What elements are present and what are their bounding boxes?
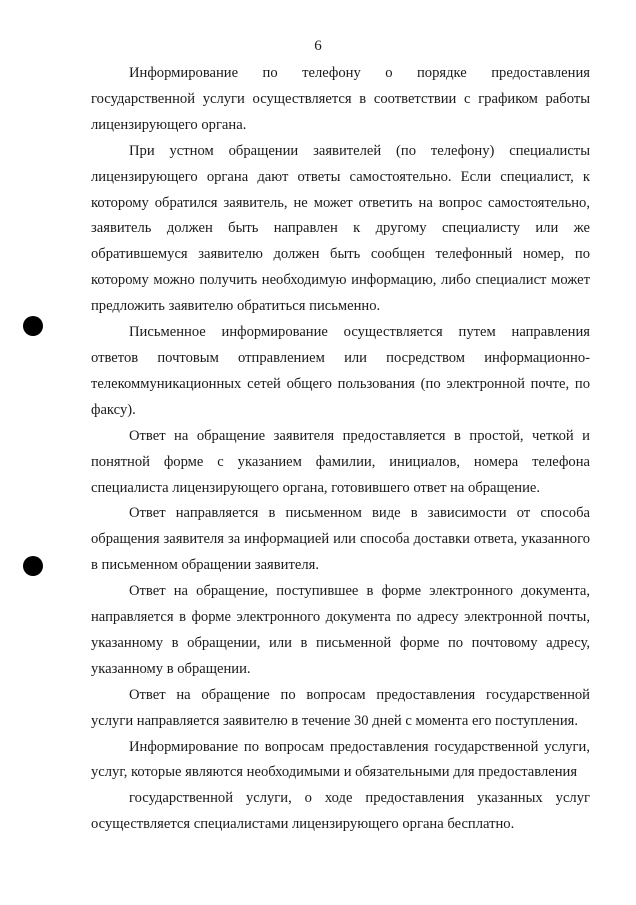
paragraph-answer-form: Ответ на обращение заявителя предоставляется в простой, четкой и понятной форме с указанием фамилии, инициалов, номера телефона специалиста лицензирующего органа, готовившего ответ на обращение. (91, 427, 590, 496)
paragraph-free-info-line-2: услуг, которые являются необходимыми и обязательными для предоставления (91, 764, 578, 781)
paragraph-free-info (91, 735, 590, 839)
paragraph-answer-deadline: Ответ на обращение по вопросам предоставления государственной услуги направляется заявителю в течение 30 дней с момента его поступления. (91, 686, 590, 729)
page-number: 6 (314, 38, 322, 54)
paragraph-free-info-line-1: Информирование по вопросам предоставления государственной услуги, (129, 738, 590, 755)
paragraph-answer-method: Ответ направляется в письменном виде в зависимости от способа обращения заявителя за информацией или способа доставки ответа, указанного в письменном обращении заявителя. (91, 505, 590, 574)
paragraph-free-info-line-4: осуществляется специалистами лицензирующего органа бесплатно. (91, 816, 515, 833)
document-body (91, 61, 590, 838)
paragraph-free-info-line-3: государственной услуги, о ходе предоставления указанных услуг (129, 790, 590, 807)
paragraph-oral-requests: При устном обращении заявителей (по телефону) специалисты лицензирующего органа дают ответы самостоятельно. Если специалист, к которому обратился заявитель, не может ответить на вопрос самостоятельно, заявитель должен быть направлен к другому специалисту или же обратившемуся заявителю должен быть сообщен телефонный номер, по которому можно получить необходимую информацию, либо специалист может предложить заявителю обратиться письменно. (91, 142, 590, 315)
paragraph-written-info: Письменное информирование осуществляется путем направления ответов почтовым отправлением или посредством информационно-телекоммуникационных сетей общего пользования (по электронной почте, по факсу). (91, 324, 590, 418)
paragraph-electronic-answer: Ответ на обращение, поступившее в форме электронного документа, направляется в форме электронного документа по адресу электронной почты, указанному в обращении, или в письменной форме по почтовому адресу, указанному в обращении. (91, 583, 590, 677)
punch-hole-top (23, 316, 43, 336)
punch-hole-bottom (23, 556, 43, 576)
paragraph-phone-info: Информирование по телефону о порядке предоставления государственной услуги осуществляется в соответствии с графиком работы лицензирующего органа. (91, 65, 590, 133)
